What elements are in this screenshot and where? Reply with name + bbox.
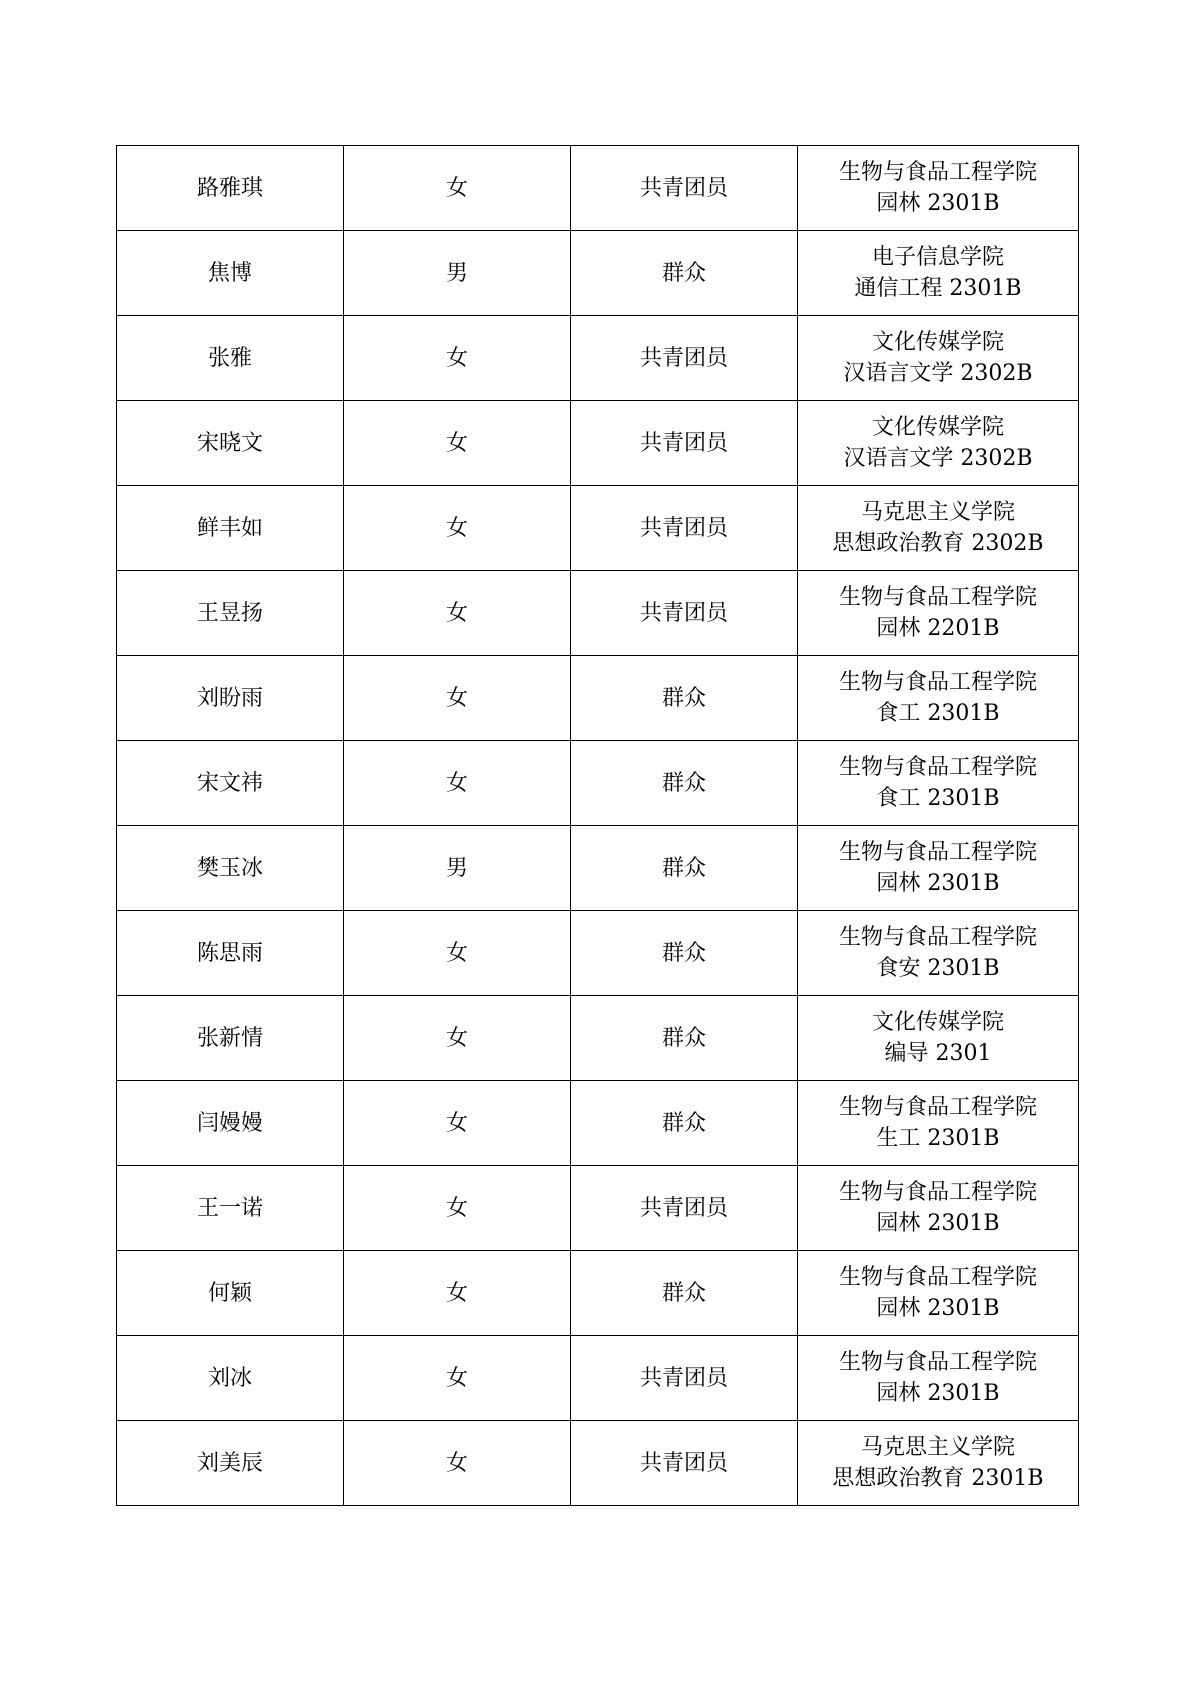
name-cell: 何颖 [117,1251,344,1336]
college-class-cell [798,401,1079,486]
gender-cell: 女 [344,1081,571,1166]
political-status-cell: 共青团员 [571,1336,798,1421]
roster-body [117,146,1079,1506]
table-row [117,996,1079,1081]
gender-cell: 女 [344,996,571,1081]
gender-cell: 男 [344,826,571,911]
table-row [117,146,1079,231]
college-name: 生物与食品工程学院 [838,1265,1037,1290]
name-cell: 宋晓文 [117,401,344,486]
table-row [117,1081,1079,1166]
college-class-cell [798,1166,1079,1251]
table-row [117,1166,1079,1251]
class-name: 园林 2301B [876,1211,1000,1236]
college-class-cell [798,1421,1079,1506]
political-status-cell: 共青团员 [571,316,798,401]
gender-cell: 女 [344,741,571,826]
gender-cell: 女 [344,1251,571,1336]
gender-cell: 女 [344,401,571,486]
political-status-cell: 共青团员 [571,1421,798,1506]
name-cell: 张新情 [117,996,344,1081]
name-cell: 刘美辰 [117,1421,344,1506]
class-name: 思想政治教育 2302B [832,531,1044,556]
college-class-cell [798,1336,1079,1421]
gender-cell: 女 [344,1336,571,1421]
college-class-cell [798,1081,1079,1166]
table-row [117,1251,1079,1336]
class-name: 生工 2301B [876,1126,1000,1151]
class-name: 园林 2201B [876,616,1000,641]
college-class-cell [798,571,1079,656]
class-name: 食工 2301B [876,701,1000,726]
political-status-cell: 共青团员 [571,146,798,231]
political-status-cell: 群众 [571,826,798,911]
name-cell: 闫嫚嫚 [117,1081,344,1166]
table-row [117,486,1079,571]
name-cell: 张雅 [117,316,344,401]
college-class-cell [798,231,1079,316]
student-roster-table [116,145,1079,1506]
political-status-cell: 群众 [571,1251,798,1336]
political-status-cell: 共青团员 [571,1166,798,1251]
class-name: 食工 2301B [876,786,1000,811]
gender-cell: 女 [344,486,571,571]
college-class-cell [798,996,1079,1081]
class-name: 园林 2301B [876,191,1000,216]
gender-cell: 女 [344,1421,571,1506]
college-name: 生物与食品工程学院 [838,160,1037,185]
college-name: 生物与食品工程学院 [838,1350,1037,1375]
class-name: 汉语言文学 2302B [843,446,1033,471]
college-class-cell [798,656,1079,741]
class-name: 食安 2301B [876,956,1000,981]
class-name: 思想政治教育 2301B [832,1466,1044,1491]
college-name: 文化传媒学院 [871,330,1004,355]
college-class-cell [798,316,1079,401]
name-cell: 刘冰 [117,1336,344,1421]
table-row [117,826,1079,911]
college-name: 生物与食品工程学院 [838,670,1037,695]
table-row [117,316,1079,401]
table-row [117,401,1079,486]
table-row [117,741,1079,826]
college-class-cell [798,741,1079,826]
college-name: 生物与食品工程学院 [838,925,1037,950]
name-cell: 焦博 [117,231,344,316]
gender-cell: 男 [344,231,571,316]
political-status-cell: 共青团员 [571,571,798,656]
political-status-cell: 共青团员 [571,401,798,486]
table-row [117,656,1079,741]
class-name: 园林 2301B [876,871,1000,896]
college-class-cell [798,146,1079,231]
political-status-cell: 群众 [571,231,798,316]
name-cell: 王昱扬 [117,571,344,656]
college-name: 生物与食品工程学院 [838,1095,1037,1120]
gender-cell: 女 [344,146,571,231]
gender-cell: 女 [344,571,571,656]
name-cell: 陈思雨 [117,911,344,996]
political-status-cell: 群众 [571,1081,798,1166]
gender-cell: 女 [344,316,571,401]
college-class-cell [798,1251,1079,1336]
class-name: 园林 2301B [876,1381,1000,1406]
college-name: 马克思主义学院 [860,1435,1015,1460]
gender-cell: 女 [344,1166,571,1251]
name-cell: 王一诺 [117,1166,344,1251]
class-name: 编导 2301 [884,1041,992,1066]
college-name: 文化传媒学院 [871,1010,1004,1035]
college-name: 生物与食品工程学院 [838,585,1037,610]
name-cell: 宋文祎 [117,741,344,826]
college-name: 生物与食品工程学院 [838,755,1037,780]
name-cell: 刘盼雨 [117,656,344,741]
table-row [117,911,1079,996]
table-row [117,1336,1079,1421]
college-name: 生物与食品工程学院 [838,840,1037,865]
political-status-cell: 共青团员 [571,486,798,571]
table-row [117,1421,1079,1506]
college-class-cell [798,911,1079,996]
table-row [117,571,1079,656]
gender-cell: 女 [344,911,571,996]
table-row [117,231,1079,316]
political-status-cell: 群众 [571,741,798,826]
gender-cell: 女 [344,656,571,741]
class-name: 园林 2301B [876,1296,1000,1321]
class-name: 通信工程 2301B [854,276,1022,301]
college-name: 生物与食品工程学院 [838,1180,1037,1205]
name-cell: 鲜丰如 [117,486,344,571]
political-status-cell: 群众 [571,656,798,741]
college-class-cell [798,826,1079,911]
college-name: 文化传媒学院 [871,415,1004,440]
college-name: 电子信息学院 [871,245,1004,270]
class-name: 汉语言文学 2302B [843,361,1033,386]
college-name: 马克思主义学院 [860,500,1015,525]
political-status-cell: 群众 [571,996,798,1081]
college-class-cell [798,486,1079,571]
political-status-cell: 群众 [571,911,798,996]
name-cell: 路雅琪 [117,146,344,231]
name-cell: 樊玉冰 [117,826,344,911]
